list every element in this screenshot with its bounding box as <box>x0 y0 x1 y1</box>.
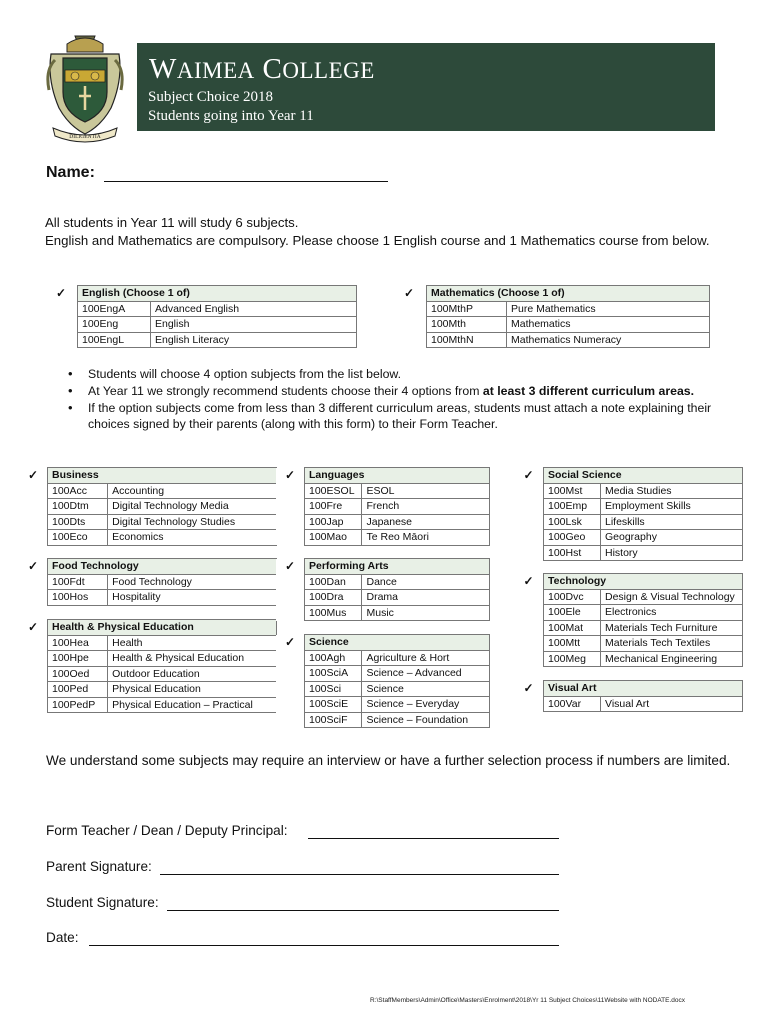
parent-signature-line[interactable] <box>160 874 559 875</box>
college-crest <box>45 30 125 145</box>
performing-arts-checkbox[interactable]: ✓ <box>276 559 305 575</box>
social-science-table: ✓ Social Science 100Mst Media Studies 100Emp Employment Skills 100Lsk Lifeskills 100Geo Geography 100Hst History <box>514 467 743 561</box>
subtitle-students: Students going into Year 11 <box>148 108 314 124</box>
maths-header: Mathematics (Choose 1 of) <box>427 286 710 302</box>
header-banner <box>137 43 715 131</box>
date-line[interactable] <box>89 945 559 946</box>
bullet-1: • Students will choose 4 option subjects from the list below. <box>66 366 726 383</box>
student-signature-line[interactable] <box>167 910 559 911</box>
file-path-footer: R:\StaffMembers\Admin\Office\Masters\Enrolment\2018\Yr 11 Subject Choices\11Website with NODATE.docx <box>370 997 686 1004</box>
health-checkbox[interactable]: ✓ <box>19 620 48 636</box>
business-checkbox[interactable]: ✓ <box>19 468 48 484</box>
subtitle-subject-choice: Subject Choice 2018 <box>148 89 273 105</box>
intro-text: All students in Year 11 will study 6 subjects. English and Mathematics are compulsory. Please choose 1 English course and 1 Mathematics course from below. <box>45 215 710 248</box>
crest-motto: DILIGENTIA <box>69 134 101 140</box>
bullet-2: • At Year 11 we strongly recommend students choose their 4 options from at least 3 different curriculum areas. <box>66 383 726 400</box>
english-header: English (Choose 1 of) <box>78 286 357 302</box>
languages-table: ✓ Languages 100ESOL ESOL 100Fre French 100Jap Japanese 100Mao Te Reo Māori <box>276 467 490 546</box>
selection-note: We understand some subjects may require an interview or have a further selection process if numbers are limited. <box>46 753 731 768</box>
name-field[interactable] <box>104 181 388 182</box>
form-teacher-signature-line[interactable] <box>308 838 559 839</box>
languages-checkbox[interactable]: ✓ <box>276 468 305 484</box>
maths-table: ✓ Mathematics (Choose 1 of) 100MthP Pure Mathematics 100Mth Mathematics 100MthN Mathematics Numeracy <box>392 285 710 348</box>
instructions-list <box>66 366 726 433</box>
english-table: ✓ English (Choose 1 of) 100EngA Advanced English 100Eng English 100EngL English Literacy <box>45 285 357 348</box>
business-table: ✓ Business 100Acc Accounting 100Dtm Digital Technology Media 100Dts Digital Technology Studies 100Eco Economics <box>19 467 277 546</box>
technology-checkbox[interactable]: ✓ <box>514 574 544 590</box>
maths-checkbox[interactable]: ✓ <box>392 286 427 302</box>
bullet-3: • If the option subjects come from less than 3 different curriculum areas, students must attach a note explaining their choices signed by their parents (along with this form) to their Form Teacher. <box>66 400 726 434</box>
student-signature-label: Student Signature: <box>46 895 159 910</box>
name-label: Name: <box>46 164 95 181</box>
technology-table: ✓ Technology 100Dvc Design & Visual Technology 100Ele Electronics 100Mat Materials Tech Furniture 100Mtt Materials Tech Textiles 100Meg Mechanical Engineering <box>514 573 743 667</box>
food-table: ✓ Food Technology 100Fdt Food Technology 100Hos Hospitality <box>19 558 277 606</box>
form-teacher-label: Form Teacher / Dean / Deputy Principal: <box>46 823 288 838</box>
parent-signature-label: Parent Signature: <box>46 859 152 874</box>
social-science-checkbox[interactable]: ✓ <box>514 468 544 484</box>
health-table: ✓ Health & Physical Education 100Hea Health 100Hpe Health & Physical Education 100Oed Outdoor Education 100Ped Physical Education 100PedP Physical Education – Practical <box>19 619 277 713</box>
performing-arts-table: ✓ Performing Arts 100Dan Dance 100Dra Drama 100Mus Music <box>276 558 490 621</box>
food-checkbox[interactable]: ✓ <box>19 559 48 575</box>
science-checkbox[interactable]: ✓ <box>276 635 305 651</box>
date-label: Date: <box>46 930 79 945</box>
english-checkbox[interactable]: ✓ <box>45 286 78 302</box>
visual-art-checkbox[interactable]: ✓ <box>514 681 544 697</box>
science-table: ✓ Science 100Agh Agriculture & Hort 100SciA Science – Advanced 100Sci Science 100SciE Science – Everyday 100SciF Science – Foundation <box>276 634 490 728</box>
college-title: WAIMEA COLLEGE <box>149 53 375 85</box>
visual-art-table: ✓ Visual Art 100Var Visual Art <box>514 680 743 712</box>
